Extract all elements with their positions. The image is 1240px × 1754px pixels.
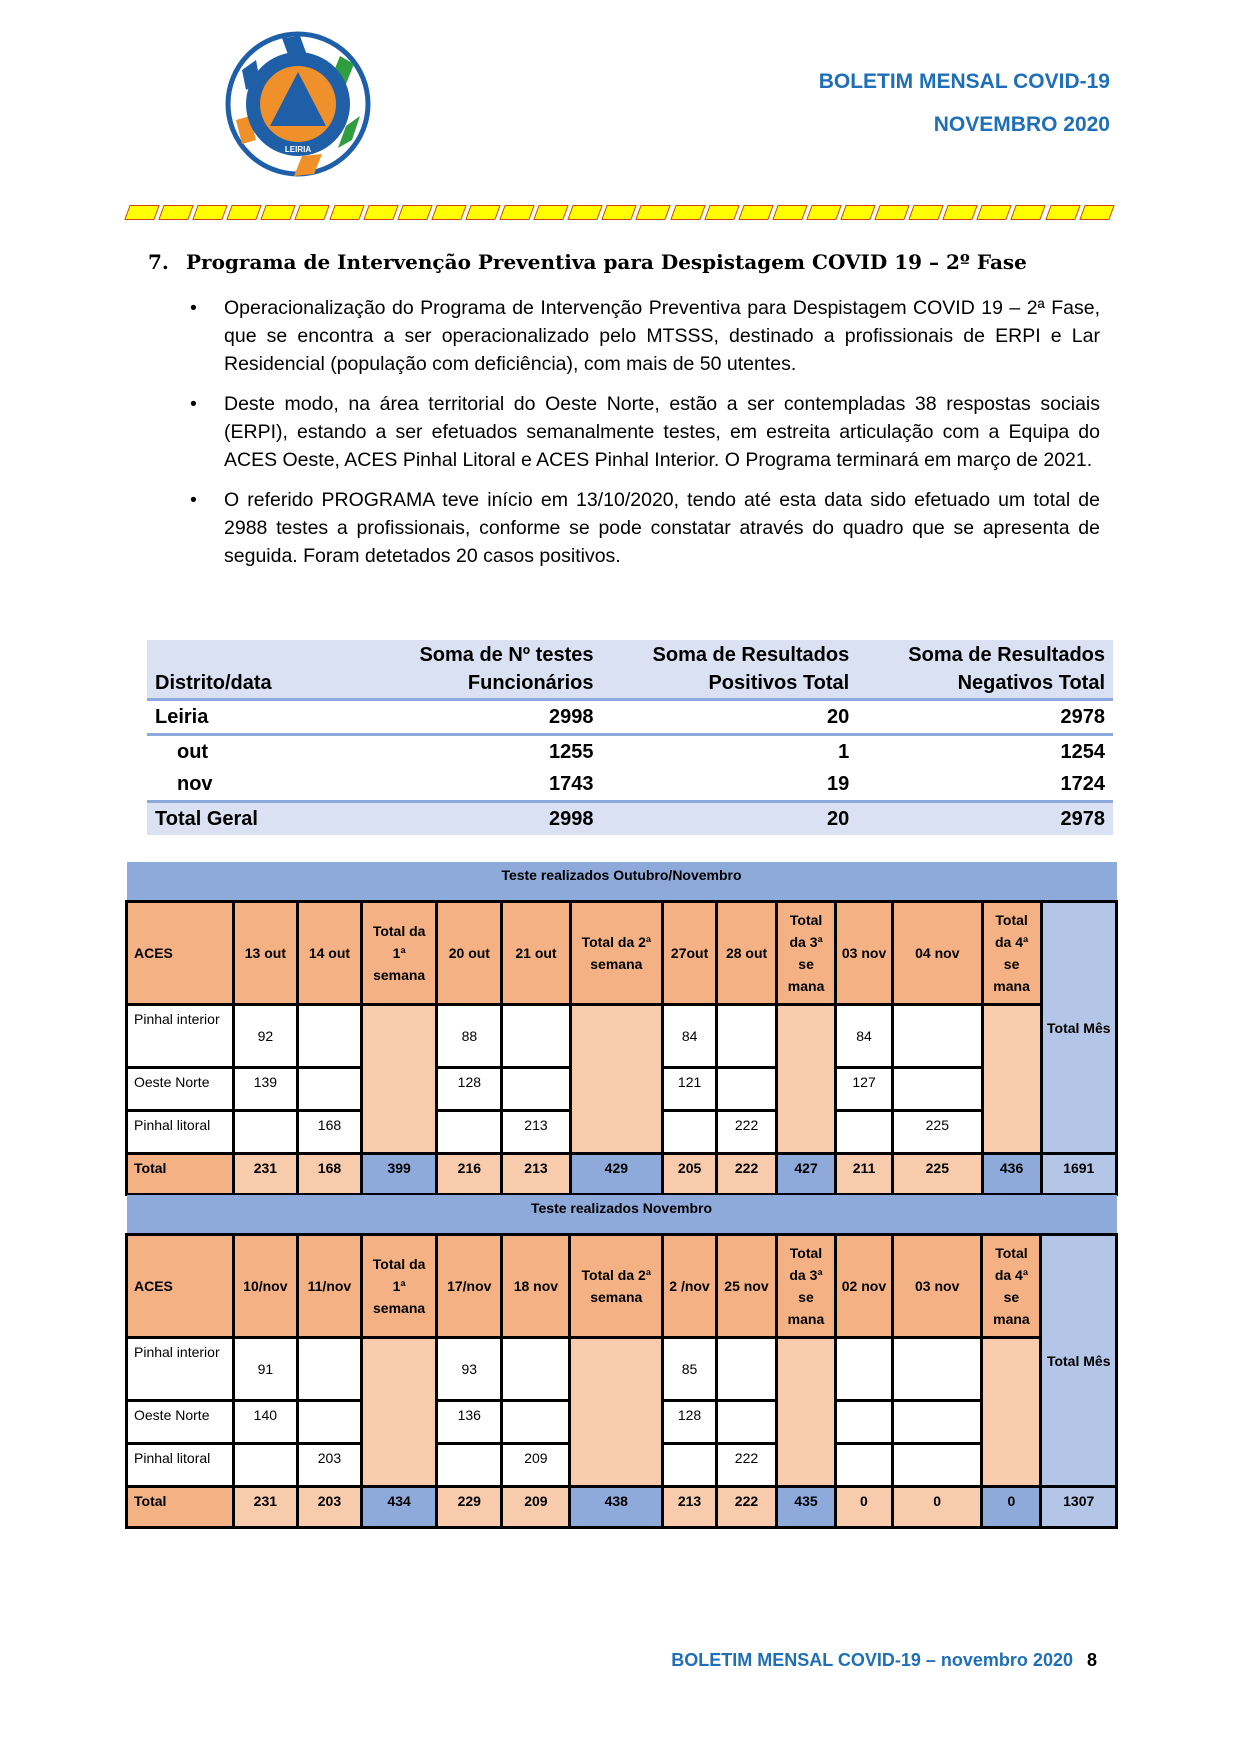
value-cell: 213 (502, 1111, 570, 1154)
value-cell (892, 1401, 982, 1444)
day-total-value: 205 (663, 1154, 717, 1195)
section-title: Programa de Intervenção Preventiva para Despistagem COVID 19 – 2º Fase (186, 250, 1027, 274)
summary-row: out 1255 1 1254 (177, 740, 1105, 763)
week-total-value: 438 (570, 1487, 663, 1528)
summary-row: nov 1743 19 1724 (177, 772, 1105, 795)
value-cell (717, 1068, 777, 1111)
week-total-cell (362, 1005, 437, 1154)
value-cell (437, 1111, 502, 1154)
bullet-item: • Operacionalização do Programa de Intervenção Preventiva para Despistagem COVID 19 – 2ª Fase, que se encontra a ser operacionalizado pelo MTSSS, destinado a profissionais de ERPI e Lar Residencial (população com deficiência), com mais de 50 utentes. (190, 294, 1100, 378)
week-total-value: 434 (361, 1487, 436, 1528)
stripe-segment (397, 205, 432, 220)
col-header: ACES (127, 1235, 234, 1338)
col-header: Total da 1ª semana (361, 1235, 436, 1338)
value-cell: 222 (716, 1444, 776, 1487)
col-header-total-mes: Total Mês (1041, 902, 1116, 1154)
week-total-cell (777, 1005, 836, 1154)
stripe-segment (567, 205, 602, 220)
table-row (127, 1338, 1117, 1401)
value-cell: 225 (893, 1111, 983, 1154)
table-row (127, 1005, 1117, 1068)
summary-table (147, 640, 1113, 835)
week-total-value: 399 (362, 1154, 437, 1195)
bullet-item: • O referido PROGRAMA teve início em 13/10/2020, tendo até esta data sido efetuado um total de 2988 testes a profissionais, conforme se pode constatar através do quadro que se apresenta de seguida. Foram detetados 20 casos positivos. (190, 486, 1100, 570)
day-total-value: 225 (893, 1154, 983, 1195)
row-label: Oeste Norte (127, 1401, 234, 1444)
col-header: 03 nov (836, 902, 893, 1005)
footer-title: BOLETIM MENSAL COVID-19 – novembro 2020 (671, 1650, 1073, 1670)
value-cell (892, 1444, 982, 1487)
week-total-cell (361, 1338, 436, 1487)
value-cell (297, 1401, 361, 1444)
day-total-value: 168 (297, 1154, 361, 1195)
bullet-icon: • (190, 489, 197, 511)
col-header: Total da 4ª se mana (982, 1235, 1041, 1338)
col-header: 2 /nov (663, 1235, 717, 1338)
col-header: Total da 2ª semana (570, 1235, 663, 1338)
bullet-item: • Deste modo, na área territorial do Oeste Norte, estão a ser contempladas 38 respostas sociais (ERPI), estando a ser efetuados semanalmente testes, em estreita articulação com a Equipa do ACES Oeste, ACES Pinhal Litoral e ACES Pinhal Interior. O Programa terminará em março de 2021. (190, 390, 1100, 474)
bulletin-month: NOVEMBRO 2020 (933, 113, 1110, 136)
day-total-value: 229 (437, 1487, 502, 1528)
value-cell: 203 (297, 1444, 361, 1487)
value-cell: 92 (233, 1005, 297, 1068)
summary-header-row (147, 640, 1113, 700)
table-caption: Teste realizados Novembro (127, 1195, 1117, 1235)
day-total-value: 211 (836, 1154, 893, 1195)
value-cell: 127 (836, 1068, 893, 1111)
total-label: Total (127, 1487, 234, 1528)
page-number: 8 (1086, 1650, 1097, 1670)
value-cell (663, 1111, 717, 1154)
col-header-negativos: Soma de Resultados Negativos Total (857, 640, 1113, 700)
bullet-list (190, 294, 1100, 582)
value-cell: 136 (437, 1401, 502, 1444)
civil-protection-logo (222, 30, 374, 178)
col-header: ACES (127, 902, 234, 1005)
decorative-stripe-divider (127, 205, 1112, 221)
col-header: 27out (663, 902, 717, 1005)
table-caption-row (127, 862, 1117, 902)
stripe-segment (806, 205, 841, 220)
col-header: 18 nov (502, 1235, 570, 1338)
row-label: Pinhal litoral (127, 1111, 234, 1154)
stripe-segment (465, 205, 500, 220)
col-header: 14 out (297, 902, 361, 1005)
value-cell (297, 1005, 361, 1068)
stripe-segment (636, 205, 671, 220)
row-label: Pinhal interior (127, 1338, 234, 1401)
value-cell: 84 (836, 1005, 893, 1068)
col-header: 10/nov (233, 1235, 297, 1338)
week-total-value: 427 (777, 1154, 836, 1195)
stripe-segment (1011, 205, 1046, 220)
value-cell (835, 1338, 892, 1401)
value-cell (835, 1401, 892, 1444)
value-cell (835, 1444, 892, 1487)
day-total-value: 0 (835, 1487, 892, 1528)
bullet-icon: • (190, 393, 197, 415)
day-total-value: 222 (717, 1154, 777, 1195)
col-header: Total da 4ª se mana (982, 902, 1041, 1005)
day-total-value: 231 (233, 1487, 297, 1528)
col-header-total-mes: Total Mês (1041, 1235, 1117, 1487)
col-header: 03 nov (892, 1235, 982, 1338)
value-cell (716, 1338, 776, 1401)
day-total-value: 209 (502, 1487, 570, 1528)
stripe-segment (124, 205, 159, 220)
page-footer (671, 1650, 1097, 1671)
week-total-cell (982, 1338, 1041, 1487)
week-total-value: 435 (776, 1487, 835, 1528)
total-label: Total (127, 1154, 234, 1195)
value-cell: 84 (663, 1005, 717, 1068)
summary-row: Leiria 2998 20 2978 (147, 700, 1113, 735)
col-header: 21 out (502, 902, 570, 1005)
day-total-value: 203 (297, 1487, 361, 1528)
col-header-positivos: Soma de Resultados Positivos Total (601, 640, 857, 700)
stripe-segment (977, 205, 1012, 220)
value-cell (892, 1338, 982, 1401)
value-cell (836, 1111, 893, 1154)
value-cell (502, 1005, 570, 1068)
stripe-segment (329, 205, 364, 220)
stripe-segment (158, 205, 193, 220)
day-total-value: 213 (663, 1487, 717, 1528)
stripe-segment (261, 205, 296, 220)
value-cell (297, 1068, 361, 1111)
value-cell (437, 1444, 502, 1487)
stripe-segment (499, 205, 534, 220)
col-header: 11/nov (297, 1235, 361, 1338)
stripe-segment (943, 205, 978, 220)
day-total-value: 231 (233, 1154, 297, 1195)
stripe-segment (295, 205, 330, 220)
week-total-cell (570, 1005, 663, 1154)
stripe-segment (704, 205, 739, 220)
stripe-segment (602, 205, 637, 220)
stripe-segment (1045, 205, 1080, 220)
stripe-segment (192, 205, 227, 220)
table-header-row (127, 902, 1117, 1005)
value-cell: 88 (437, 1005, 502, 1068)
table-caption-row (127, 1195, 1117, 1235)
week-total-cell (982, 1005, 1041, 1154)
col-header: 02 nov (835, 1235, 892, 1338)
value-cell (716, 1401, 776, 1444)
week-total-value: 429 (570, 1154, 663, 1195)
day-total-value: 0 (892, 1487, 982, 1528)
col-header: Total da 2ª semana (570, 902, 663, 1005)
value-cell (233, 1111, 297, 1154)
row-label: Pinhal litoral (127, 1444, 234, 1487)
value-cell (297, 1338, 361, 1401)
logo-label: LEIRIA (284, 145, 312, 154)
row-label: Oeste Norte (127, 1068, 234, 1111)
table-caption: Teste realizados Outubro/Novembro (127, 862, 1117, 902)
month-total-cell: 1307 (1041, 1487, 1117, 1528)
section-heading (148, 250, 1027, 274)
col-header: 04 nov (893, 902, 983, 1005)
value-cell (893, 1068, 983, 1111)
week-total-value: 436 (982, 1154, 1041, 1195)
total-row (127, 1154, 1117, 1195)
col-header-testes: Soma de Nº testes Funcionários (373, 640, 601, 700)
col-header: 20 out (437, 902, 502, 1005)
col-header: 25 nov (716, 1235, 776, 1338)
row-label: Pinhal interior (127, 1005, 234, 1068)
day-total-value: 216 (437, 1154, 502, 1195)
stripe-segment (1079, 205, 1114, 220)
summary-total-row: Total Geral 2998 20 2978 (147, 802, 1113, 836)
value-cell (502, 1068, 570, 1111)
stripe-segment (363, 205, 398, 220)
value-cell (502, 1338, 570, 1401)
stripe-segment (738, 205, 773, 220)
value-cell: 168 (297, 1111, 361, 1154)
stripe-segment (431, 205, 466, 220)
value-cell (717, 1005, 777, 1068)
col-header: 13 out (233, 902, 297, 1005)
week-total-cell (776, 1338, 835, 1487)
month-total-cell: 1691 (1041, 1154, 1116, 1195)
value-cell: 139 (233, 1068, 297, 1111)
tests-oct-nov-table (125, 862, 1118, 1196)
stripe-segment (670, 205, 705, 220)
col-header: 28 out (717, 902, 777, 1005)
col-header: Total da 3ª se mana (776, 1235, 835, 1338)
total-row (127, 1487, 1117, 1528)
value-cell (663, 1444, 717, 1487)
col-header: Total da 1ª semana (362, 902, 437, 1005)
table-header-row (127, 1235, 1117, 1338)
value-cell: 85 (663, 1338, 717, 1401)
bulletin-title: BOLETIM MENSAL COVID-19 (818, 70, 1110, 93)
value-cell (893, 1005, 983, 1068)
col-header-distrito: Distrito/data (147, 640, 373, 700)
tests-nov-table (125, 1195, 1118, 1529)
stripe-segment (908, 205, 943, 220)
col-header: 17/nov (437, 1235, 502, 1338)
value-cell: 128 (437, 1068, 502, 1111)
week-total-value: 0 (982, 1487, 1041, 1528)
stripe-segment (874, 205, 909, 220)
value-cell (502, 1401, 570, 1444)
day-total-value: 222 (716, 1487, 776, 1528)
value-cell: 93 (437, 1338, 502, 1401)
value-cell: 91 (233, 1338, 297, 1401)
stripe-segment (227, 205, 262, 220)
section-number: 7. (148, 250, 169, 274)
stripe-segment (772, 205, 807, 220)
value-cell: 209 (502, 1444, 570, 1487)
value-cell: 128 (663, 1401, 717, 1444)
col-header: Total da 3ª se mana (777, 902, 836, 1005)
bullet-icon: • (190, 297, 197, 319)
value-cell: 140 (233, 1401, 297, 1444)
stripe-segment (840, 205, 875, 220)
stripe-segment (533, 205, 568, 220)
value-cell: 222 (717, 1111, 777, 1154)
value-cell (233, 1444, 297, 1487)
value-cell: 121 (663, 1068, 717, 1111)
day-total-value: 213 (502, 1154, 570, 1195)
week-total-cell (570, 1338, 663, 1487)
